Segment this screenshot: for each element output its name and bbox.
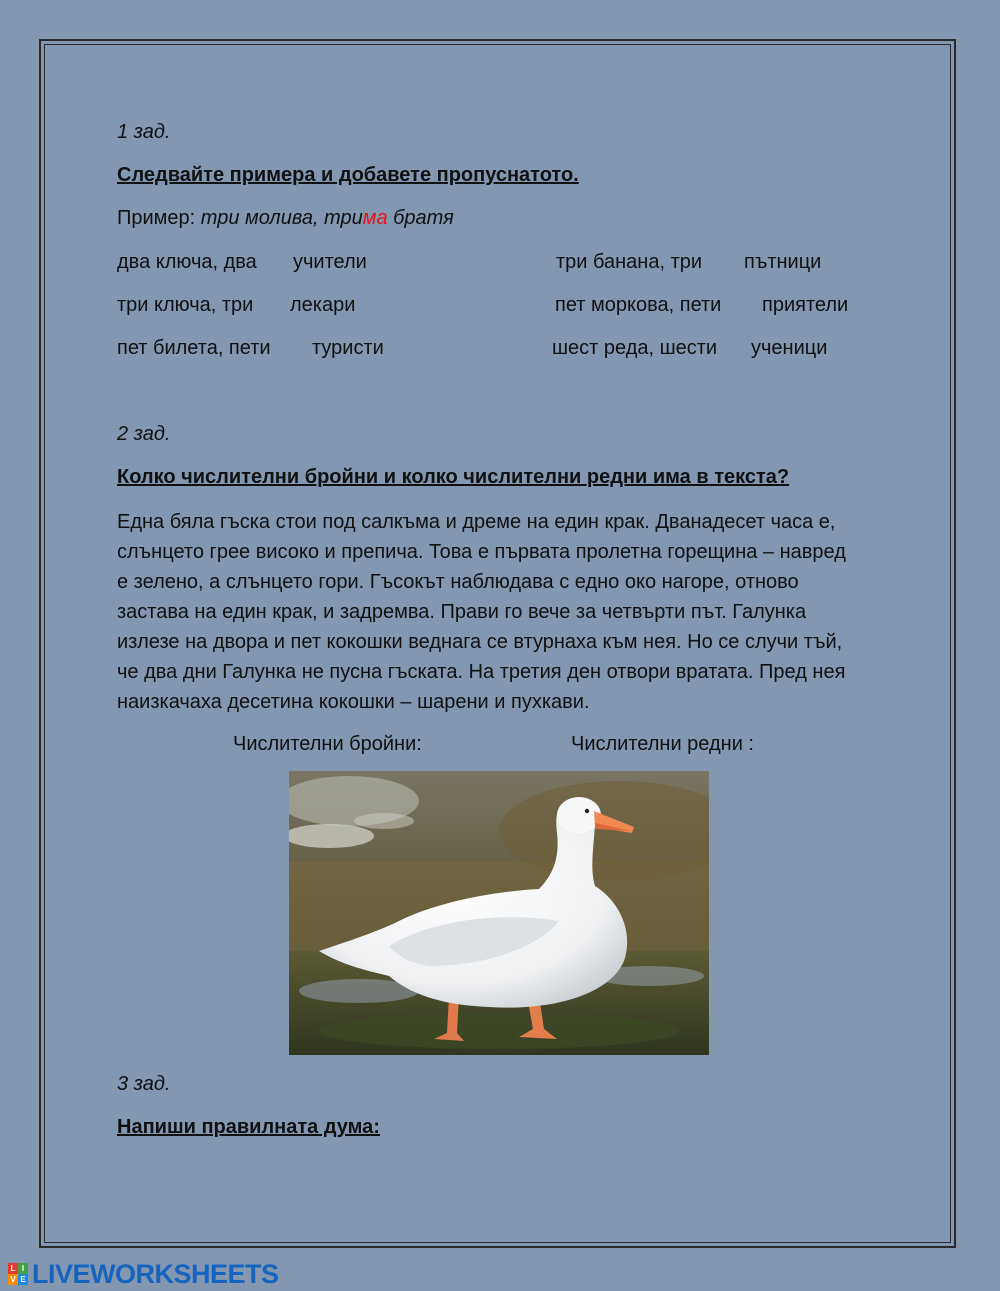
goose-photo [289, 771, 709, 1055]
task2-heading: Колко числителни бройни и колко числителни редни има в текста? [117, 466, 790, 488]
row3-right-b: ученици [751, 337, 828, 359]
logo-letter: I [18, 1263, 28, 1274]
logo-letter: E [18, 1274, 28, 1285]
paragraph-line: е зелено, а слънцето гори. Гъсокът наблюдава с едно око нагоре, отново [117, 571, 799, 593]
row1-right-a: три банана, три [556, 251, 703, 273]
paragraph-line: Една бяла гъска стои под салкъма и дреме на един крак. Дванадесет часа е, [117, 511, 836, 533]
row1-left-a: два ключа, два [117, 251, 257, 273]
liveworksheets-mark-icon [8, 1263, 28, 1285]
paragraph-line: излезе на двора и пет кокошки веднага се втурнаха към нея. Но се случи тъй, [117, 631, 843, 653]
logo-letter: V [8, 1274, 18, 1285]
row3-left-b: туристи [312, 337, 384, 359]
task1-heading: Следвайте примера и добавете пропуснатото. [117, 164, 579, 186]
row3-right-a: шест реда, шести [552, 337, 718, 359]
row2-right-a: пет моркова, пети [555, 294, 722, 316]
task3-heading: Напиши правилната дума: [117, 1116, 380, 1138]
paragraph-line: наизкачаха десетина кокошки – шарени и пухкави. [117, 691, 590, 713]
label-ordinal: Числителни редни : [571, 733, 754, 755]
paragraph-line: слънцето грее високо и препича. Това е първата пролетна горещина – навред [117, 541, 846, 563]
example-part2: братя [387, 207, 454, 229]
task1-number: 1 зад. [117, 121, 171, 143]
row1-right-b: пътници [744, 251, 822, 273]
logo-text: LIVEWORKSHEETS [32, 1258, 279, 1289]
task2-paragraph [117, 507, 897, 717]
row2-left-b: лекари [290, 294, 356, 316]
task1-example [117, 205, 454, 231]
row3-left-a: пет билета, пети [117, 337, 271, 359]
task2-number: 2 зад. [117, 423, 171, 445]
example-highlight: ма [362, 207, 388, 229]
row1-left-b: учители [293, 251, 367, 273]
paragraph-line: че два дни Галунка не пусна гъската. На третия ден отвори вратата. Пред нея [117, 661, 846, 683]
label-cardinal: Числителни бройни: [233, 733, 422, 755]
paragraph-line: застава на един крак, и задремва. Прави го вече за четвърти път. Галунка [117, 601, 807, 623]
example-prefix: Пример: [117, 207, 201, 229]
row2-right-b: приятели [762, 294, 849, 316]
liveworksheets-logo[interactable] [8, 1259, 279, 1289]
row2-left-a: три ключа, три [117, 294, 254, 316]
task3-number: 3 зад. [117, 1073, 171, 1095]
logo-letter: L [8, 1263, 18, 1274]
example-part1: три молива, три [200, 207, 363, 229]
